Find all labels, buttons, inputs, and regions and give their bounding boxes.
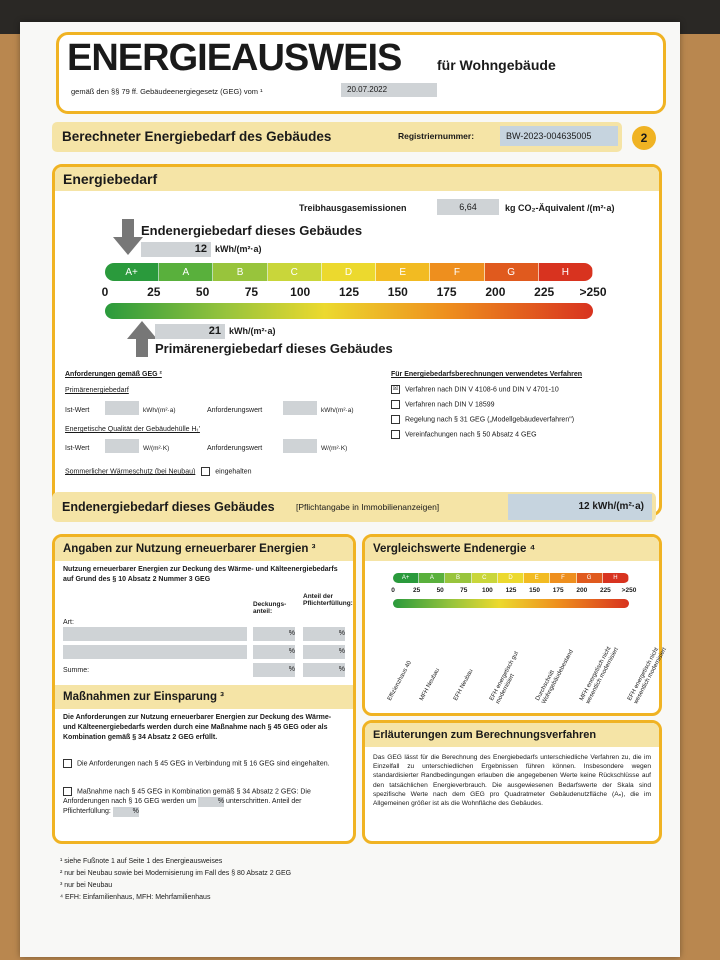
option-2-pflicht-field: % <box>113 807 139 817</box>
scale-tick-label: 25 <box>147 285 161 299</box>
endenergie-value: 12 <box>141 242 211 257</box>
scale-tick-label: 100 <box>290 285 311 299</box>
endenergie-unit: kWh/(m²·a) <box>215 244 262 254</box>
anforderungswert2-field <box>283 439 317 453</box>
scale-tick-label: 175 <box>436 285 457 299</box>
registration-number: BW-2023-004635005 <box>500 126 618 146</box>
anforderungswert-field <box>283 401 317 415</box>
vergleich-box <box>362 534 668 716</box>
vergleich-heading: Vergleichswerte Endenergie ⁴ <box>365 537 659 561</box>
primaerenergie-unit: kWh/(m²·a) <box>229 326 276 336</box>
endenergie-band <box>52 492 656 522</box>
sommer-label: Sommerlicher Wärmeschutz (bei Neubau) <box>65 468 196 476</box>
verfahren-checkbox[interactable]: ☒ <box>392 386 399 392</box>
scale-tick-label: 125 <box>338 285 360 299</box>
scale-tick-label: 50 <box>436 587 444 594</box>
footnote: ² nur bei Neubau sowie bei Modernisierung im Fall des § 80 Absatz 2 GEG <box>60 870 292 877</box>
massnahmen-option-2 <box>63 787 345 817</box>
primaerenergie-title: Primärenergiebedarf dieses Gebäudes <box>155 341 393 356</box>
energy-class-c: C <box>472 573 498 583</box>
footnote: ⁴ EFH: Einfamilienhaus, MFH: Mehrfamilienhaus <box>60 894 211 901</box>
energy-class-h: H <box>603 573 629 583</box>
anforderungswert-label: Anforderungswert <box>207 407 263 414</box>
footnote: ¹ siehe Fußnote 1 auf Seite 1 des Energieausweises <box>60 858 223 865</box>
option-2-label-b: unterschritten. Anteil der Pflichterfüllung: <box>63 798 302 816</box>
energy-class-aplus: A+ <box>393 573 419 583</box>
scale-tick-label: 175 <box>552 587 564 594</box>
anforderungen-title: Anforderungen gemäß GEG ² <box>65 371 162 378</box>
verfahren-option <box>391 385 574 394</box>
scale-tick-label: 150 <box>387 285 408 299</box>
primaerenergie-value: 21 <box>155 324 225 339</box>
massnahmen-heading: Maßnahmen zur Einsparung ³ <box>55 685 353 709</box>
issue-date-field: 20.07.2022 <box>341 83 437 97</box>
energy-class-d: D <box>498 573 524 583</box>
scale-tick-label: 125 <box>505 587 517 594</box>
vergleich-class-scale <box>393 573 629 583</box>
scale-tick-label: 75 <box>244 285 259 299</box>
option-2-unterschritten-field: % <box>198 797 224 807</box>
energy-class-b: B <box>445 573 471 583</box>
eingehalten-label: eingehalten <box>215 468 252 476</box>
erlaeuterung-box <box>362 720 662 844</box>
certificate-page <box>20 22 680 957</box>
verfahren-label: Verfahren nach DIN V 18599 <box>405 401 495 409</box>
option-1-checkbox[interactable] <box>63 759 72 768</box>
legal-basis: gemäß den §§ 79 ff. Gebäudeenergiegesetz (GEG) vom ¹ <box>71 87 263 96</box>
energy-class-a: A <box>419 573 445 583</box>
massnahmen-option-1 <box>63 759 345 769</box>
ist-wert2-unit: W/(m²·K) <box>143 445 170 452</box>
summe-label: Summe: <box>63 667 90 674</box>
energy-class-aplus: A+ <box>105 263 159 281</box>
sommer-checkbox[interactable] <box>201 467 210 476</box>
energiebedarf-box <box>52 164 662 516</box>
vergleich-label: EFH energetisch gut modernisiert <box>489 650 520 706</box>
scale-tick-label: 150 <box>529 587 541 594</box>
erlaeuterung-heading: Erläuterungen zum Berechnungsverfahren <box>365 723 659 747</box>
vergleich-label: MFH energetisch nicht wesentlich modernisiert <box>579 645 620 706</box>
pflichterfuellung-header: Anteil der Pflichterfüllung: <box>303 593 353 607</box>
scale-tick-label: 225 <box>599 587 611 594</box>
massnahmen-text: Die Anforderungen zur Nutzung erneuerbarer Energien zur Deckung des Wärme- und Kälteenergiebedarfs werden durch eine Maßnahme nach § 45 GEG oder als Kombination gemäß § 34 Absatz 2 GEG erfüllt. <box>63 714 332 741</box>
scale-tick-label: >250 <box>579 285 607 299</box>
scale-tick-label: 50 <box>195 285 210 299</box>
deckung-field-1: % <box>253 627 295 641</box>
verfahren-title: Für Energiebedarfsberechnungen verwendetes Verfahren <box>391 371 583 378</box>
energy-class-f: F <box>550 573 576 583</box>
anforderungswert2-label: Anforderungswert <box>207 445 263 452</box>
thg-label: Treibhausgasemissionen <box>299 203 407 213</box>
vergleich-label: MFH Neubau <box>419 667 442 702</box>
option-1-label: Die Anforderungen nach § 45 GEG in Verbindung mit § 16 GEG sind eingehalten. <box>77 760 330 768</box>
verfahren-option <box>391 400 574 409</box>
scale-tick-label: >250 <box>621 587 637 594</box>
ist-wert-unit: kWh/(m²·a) <box>143 407 176 414</box>
verfahren-checkbox[interactable] <box>391 400 400 409</box>
scale-tick-label: 200 <box>485 285 506 299</box>
scale-tick-label: 75 <box>460 587 468 594</box>
endenergie-title: Endenergiebedarf dieses Gebäudes <box>141 223 363 238</box>
primaerenergie-arrow-icon <box>127 321 157 357</box>
verfahren-list <box>391 385 574 445</box>
anforderungen-prim-label: Primärenergiebedarf <box>65 387 129 394</box>
vergleich-label: EFH Neubau <box>453 668 475 702</box>
erlaeuterung-text: Das GEG lässt für die Berechnung des Energiebedarfs unterschiedliche Verfahren zu, die im Einzelfall zu unterschiedlichen Ergebnissen führen können. Insbesondere wegen standardisierter Randbedingungen erlauben die angegebenen Werte keine Rückschlüsse auf den tatsächlichen Energieverbrauch. Die ausgewiesenen Bedarfswerte der Skala sind spezifische Werte nach dem GEG pro Quadratmeter Gebäudenutzfläche (Aₙ), die im Allgemeinen größer ist als die Wohnfläche des Gebäudes. <box>373 754 651 808</box>
verfahren-option <box>391 430 574 439</box>
sommer-row <box>65 467 251 476</box>
energy-class-scale <box>105 263 593 281</box>
vergleich-gradient-bar <box>393 599 629 608</box>
energy-class-g: G <box>485 263 539 281</box>
endenergie-band-title: Endenergiebedarf dieses Gebäudes <box>62 500 275 514</box>
art-field-2 <box>63 645 247 659</box>
vergleich-labels <box>365 613 668 709</box>
scale-tick-label: 0 <box>391 587 395 594</box>
thg-unit: kg CO₂-Äquivalent /(m²·a) <box>505 203 615 213</box>
endenergie-band-note: [Pflichtangabe in Immobilienanzeigen] <box>296 502 440 512</box>
deckungsanteil-header: Deckungs-anteil: <box>253 601 287 615</box>
section-title: Berechneter Energiebedarf des Gebäudes <box>62 129 332 144</box>
footnotes <box>60 856 291 904</box>
energy-class-b: B <box>213 263 267 281</box>
registration-label: Registriernummer: <box>398 131 475 141</box>
verfahren-checkbox[interactable] <box>391 415 400 424</box>
scale-tick-label: 100 <box>481 587 493 594</box>
erneuerbar-intro: Nutzung erneuerbarer Energien zur Deckung des Wärme- und Kälteenergiebedarfs auf Grund des § 10 Absatz 2 Nummer 3 GEG <box>63 566 338 583</box>
vergleich-label: EFH energetisch nicht wesentlich modernisiert <box>627 646 668 706</box>
energy-class-c: C <box>268 263 322 281</box>
anforderungswert-unit: kWh/(m²·a) <box>321 407 354 414</box>
art-field-1 <box>63 627 247 641</box>
energy-scale-ticks <box>101 285 607 299</box>
deckung-field-2: % <box>253 645 295 659</box>
pflicht-field-1: % <box>303 627 345 641</box>
verfahren-checkbox[interactable] <box>391 430 400 439</box>
erneuerbar-box <box>52 534 356 844</box>
option-2-label: Maßnahme nach § 45 GEG in Kombination gemäß § 34 Absatz 2 GEG: Die Anforderungen nach § 16 GEG werden um <box>63 788 311 806</box>
energy-class-g: G <box>577 573 603 583</box>
endenergie-arrow-icon <box>113 219 143 255</box>
energy-class-h: H <box>539 263 593 281</box>
option-2-checkbox[interactable] <box>63 787 72 796</box>
energy-class-f: F <box>430 263 484 281</box>
energy-class-a: A <box>159 263 213 281</box>
pflicht-field-2: % <box>303 645 345 659</box>
ist-wert-field <box>105 401 139 415</box>
page-title: ENERGIEAUSWEIS <box>67 37 402 79</box>
thg-value: 6,64 <box>437 199 499 215</box>
summe-pflicht-field: % <box>303 663 345 677</box>
ist-wert2-label: Ist-Wert <box>65 445 90 452</box>
scale-tick-label: 200 <box>576 587 588 594</box>
erneuerbar-heading: Angaben zur Nutzung erneuerbarer Energien ³ <box>55 537 353 561</box>
ist-wert2-field <box>105 439 139 453</box>
energy-gradient-bar <box>105 303 593 319</box>
energy-class-e: E <box>524 573 550 583</box>
ist-wert-label: Ist-Wert <box>65 407 90 414</box>
energy-class-e: E <box>376 263 430 281</box>
energy-class-d: D <box>322 263 376 281</box>
summe-deckung-field: % <box>253 663 295 677</box>
verfahren-label: Regelung nach § 31 GEG („Modellgebäudeverfahren") <box>405 416 575 424</box>
header-box <box>56 32 666 114</box>
scale-tick-label: 0 <box>101 285 109 299</box>
verfahren-label: Verfahren nach DIN V 4108-6 und DIN V 4701-10 <box>405 386 559 394</box>
vergleich-label: Durchschnitt Wohngebäudebestand <box>535 649 575 706</box>
scale-tick-label: 225 <box>534 285 555 299</box>
vergleich-ticks <box>391 587 637 597</box>
section-band <box>52 122 622 152</box>
huelle-label: Energetische Qualität der Gebäudehülle Hₜ' <box>65 426 200 433</box>
energiebedarf-heading: Energiebedarf <box>55 167 659 191</box>
scale-tick-label: 25 <box>412 587 421 594</box>
verfahren-option <box>391 415 574 424</box>
page-subtitle: für Wohngebäude <box>437 57 556 73</box>
vergleich-label: Effizienzhaus 40 <box>387 660 413 702</box>
anforderungswert2-unit: W/(m²·K) <box>321 445 348 452</box>
verfahren-label: Vereinfachungen nach § 50 Absatz 4 GEG <box>405 431 537 439</box>
footnote: ³ nur bei Neubau <box>60 882 113 889</box>
endenergie-band-value: 12 kWh/(m²·a) <box>508 494 652 520</box>
page-number-badge: 2 <box>632 126 656 150</box>
art-label: Art: <box>63 619 74 626</box>
